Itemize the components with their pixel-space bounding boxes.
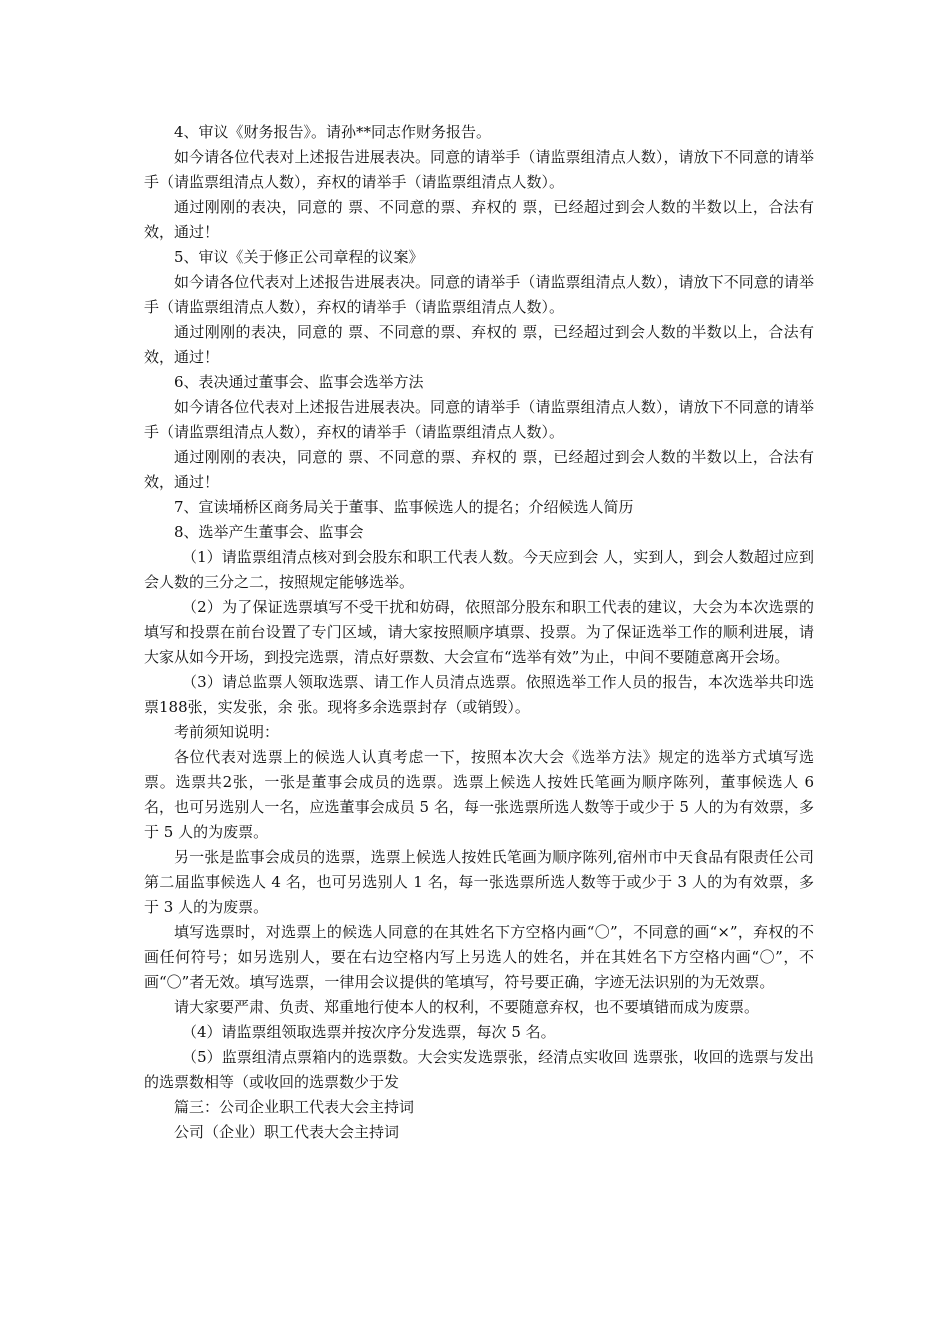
paragraph: 5、审议《关于修正公司章程的议案》 (174, 248, 424, 266)
paragraph: 如今请各位代表对上述报告进展表决。同意的请举手（请监票组清点人数），请放下不同意的请举手（请监票组清点人数），弃权的请举手（请监票组清点人数）。 (144, 273, 814, 316)
paragraph: （1）请监票组清点核对到会股东和职工代表人数。今天应到会 人，实到人，到会人数超过应到会人数的三分之二，按照规定能够选举。 (144, 548, 814, 591)
paragraph: （5）监票组清点票箱内的选票数。大会实发选票张，经清点实收回 选票张，收回的选票与发出的选票数相等（或收回的选票数少于发 (144, 1048, 814, 1091)
paragraph: 7、宣读埇桥区商务局关于董事、监事候选人的提名；介绍候选人简历 (174, 498, 634, 516)
paragraph: （4）请监票组领取选票并按次序分发选票，每次 5 名。 (182, 1023, 556, 1041)
paragraph: 考前须知说明： (174, 723, 280, 741)
paragraph: 请大家要严肃、负责、郑重地行使本人的权利，不要随意弃权，也不要填错而成为废票。 (174, 998, 760, 1016)
paragraph: （2）为了保证选票填写不受干扰和妨碍，依照部分股东和职工代表的建议，大会为本次选票的填写和投票在前台设置了专门区域，请大家按照顺序填票、投票。为了保证选举工作的顺利进展，请大家从如今开场，到投完选票，清点好票数、大会宣布“选举有效”为止，中间不要随意离开会场。 (144, 598, 814, 666)
paragraph: 通过刚刚的表决，同意的 票、不同意的票、弃权的 票，已经超过到会人数的半数以上，合法有效，通过！ (144, 198, 814, 241)
paragraph: 各位代表对选票上的候选人认真考虑一下，按照本次大会《选举方法》规定的选举方式填写选票。选票共2张，一张是董事会成员的选票。选票上候选人按姓氏笔画为顺序陈列，董事候选人 6 名，也可另选别人一名，应选董事会成员 5 名，每一张选票所选人数等于或少于 5 人的为有效票，多于 5 人的为废票。 (144, 748, 814, 841)
paragraph: 篇三：公司企业职工代表大会主持词 (174, 1098, 415, 1116)
paragraph: 通过刚刚的表决，同意的 票、不同意的票、弃权的 票，已经超过到会人数的半数以上，合法有效，通过！ (144, 448, 814, 491)
paragraph: 公司（企业）职工代表大会主持词 (174, 1123, 400, 1141)
paragraph: 8、选举产生董事会、监事会 (174, 523, 364, 541)
paragraph: 如今请各位代表对上述报告进展表决。同意的请举手（请监票组清点人数），请放下不同意的请举手（请监票组清点人数），弃权的请举手（请监票组清点人数）。 (144, 398, 814, 441)
paragraph: 另一张是监事会成员的选票，选票上候选人按姓氏笔画为顺序陈列,宿州市中天食品有限责任公司第二届监事候选人 4 名，也可另选别人 1 名，每一张选票所选人数等于或少于 3 人的为有效票，多于 3 人的为废票。 (144, 848, 814, 916)
paragraph: 如今请各位代表对上述报告进展表决。同意的请举手（请监票组清点人数），请放下不同意的请举手（请监票组清点人数），弃权的请举手（请监票组清点人数）。 (144, 148, 814, 191)
paragraph: 4、审议《财务报告》。请孙**同志作财务报告。 (174, 123, 492, 141)
paragraph: 通过刚刚的表决，同意的 票、不同意的票、弃权的 票，已经超过到会人数的半数以上，合法有效，通过！ (144, 323, 814, 366)
paragraph: 6、表决通过董事会、监事会选举方法 (174, 373, 424, 391)
paragraph: 填写选票时，对选票上的候选人同意的在其姓名下方空格内画“〇”，不同意的画“×”，弃权的不画任何符号；如另选别人，要在右边空格内写上另选人的姓名，并在其姓名下方空格内画“〇”，不画“〇”者无效。填写选票，一律用会议提供的笔填写，符号要正确，字迹无法识别的为无效票。 (144, 923, 814, 991)
document-body (144, 120, 814, 1145)
paragraph: （3）请总监票人领取选票、请工作人员清点选票。依照选举工作人员的报告，本次选举共印选票188张，实发张，余 张。现将多余选票封存（或销毁）。 (144, 673, 814, 716)
